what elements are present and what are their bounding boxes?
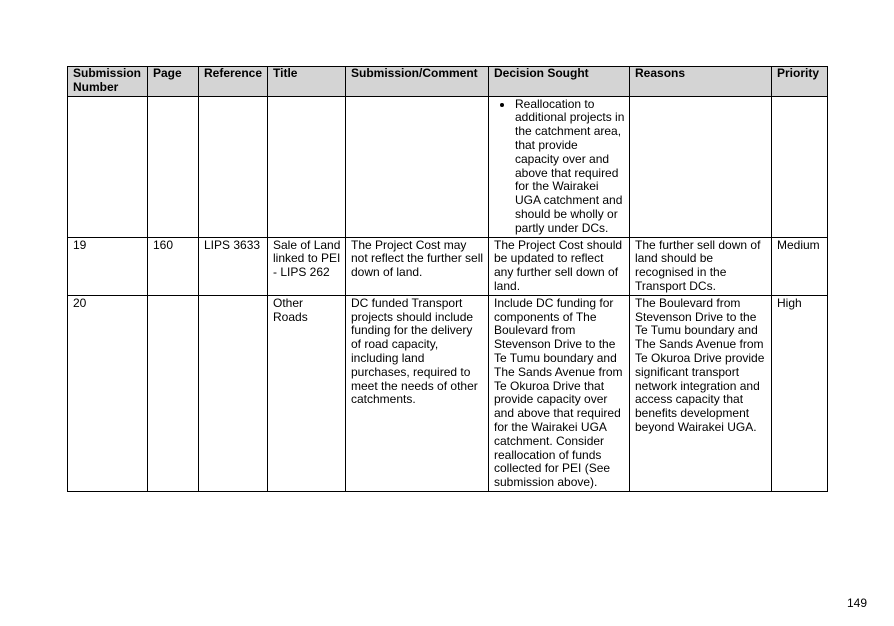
submissions-table [67, 66, 828, 492]
header-page: Page [148, 67, 199, 97]
cell-empty [772, 96, 828, 237]
cell-title: Sale of Land linked to PEI - LIPS 262 [268, 237, 346, 295]
header-submission-comment: Submission/Comment [346, 67, 489, 97]
header-title: Title [268, 67, 346, 97]
cell-submission-comment: DC funded Transport projects should include funding for the delivery of road capacity, including land purchases, required to meet the needs of other catchments. [346, 295, 489, 491]
cell-decision-sought: Include DC funding for components of The Boulevard from Stevenson Drive to the Te Tumu boundary and The Sands Avenue from Te Okuroa Drive that provide capacity over and above that required for the Wairakei UGA catchment. Consider reallocation of funds collected for PEI (See submission above). [489, 295, 630, 491]
cell-title: Other Roads [268, 295, 346, 491]
table-row [68, 237, 828, 295]
cell-page [148, 295, 199, 491]
table-header-row [68, 67, 828, 97]
header-decision-sought: Decision Sought [489, 67, 630, 97]
cell-reasons: The Boulevard from Stevenson Drive to the Te Tumu boundary and The Sands Avenue from Te Okuroa Drive provide significant transport network integration and access capacity that benefits development beyond Wairakei UGA. [630, 295, 772, 491]
decision-bullet-item: • Reallocation to additional projects in the catchment area, that provide capacity over and above that required for the Wairakei UGA catchment and should be wholly or partly under DCs. [514, 98, 625, 236]
cell-page: 160 [148, 237, 199, 295]
cell-empty [346, 96, 489, 237]
page-number: 149 [846, 596, 867, 610]
cell-empty [199, 96, 268, 237]
cell-submission-number: 20 [68, 295, 148, 491]
cell-priority: High [772, 295, 828, 491]
cell-submission-number: 19 [68, 237, 148, 295]
cell-reference [199, 295, 268, 491]
cell-submission-comment: The Project Cost may not reflect the further sell down of land. [346, 237, 489, 295]
cell-empty [148, 96, 199, 237]
decision-bullet-list [494, 98, 625, 236]
cell-decision-sought [489, 96, 630, 237]
cell-decision-sought: The Project Cost should be updated to reflect any further sell down of land. [489, 237, 630, 295]
header-priority: Priority [772, 67, 828, 97]
header-reference: Reference [199, 67, 268, 97]
header-reasons: Reasons [630, 67, 772, 97]
cell-reasons: The further sell down of land should be recognised in the Transport DCs. [630, 237, 772, 295]
cell-reference: LIPS 3633 [199, 237, 268, 295]
cell-priority: Medium [772, 237, 828, 295]
header-submission-number: Submission Number [68, 67, 148, 97]
cell-empty [268, 96, 346, 237]
cell-empty [630, 96, 772, 237]
table-row [68, 295, 828, 491]
cell-empty [68, 96, 148, 237]
table-row-continuation [68, 96, 828, 237]
